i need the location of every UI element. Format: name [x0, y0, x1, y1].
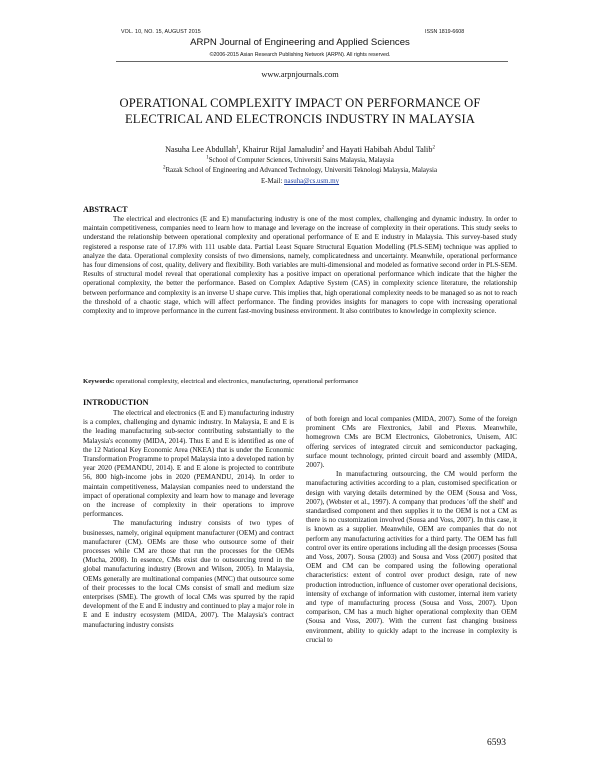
- issn: ISSN 1819-6608: [425, 29, 465, 35]
- keywords-label: Keywords:: [83, 378, 115, 385]
- affiliation-2-text: Razak School of Engineering and Advanced Technology, Universiti Teknologi Malaysia, Malaysia: [165, 167, 438, 174]
- affiliation-1-mark: 1: [206, 155, 209, 161]
- introduction-heading: INTRODUCTION: [83, 398, 149, 407]
- author-2: , Khairur Rijal Jamaludin: [238, 145, 322, 154]
- copyright-line: ©2006-2015 Asian Research Publishing Network (ARPN). All rights reserved.: [209, 52, 391, 58]
- affiliation-2-mark: 2: [162, 165, 166, 171]
- keywords-line: [83, 378, 517, 385]
- author-1-affil-mark: 1: [236, 145, 239, 151]
- affiliation-1-text: School of Computer Sciences, Universiti Sains Malaysia, Malaysia: [208, 157, 394, 164]
- email-link[interactable]: nasuha@cs.usm.my: [284, 178, 340, 185]
- author-2-affil-mark: 2: [321, 145, 325, 151]
- paper-title: OPERATIONAL COMPLEXITY IMPACT ON PERFORMANCE OF ELECTRICAL AND ELECTRONCIS INDUSTRY IN MALAYSIA: [119, 96, 481, 126]
- author-list: [0, 145, 600, 154]
- email-line: [0, 178, 600, 185]
- intro-paragraph-2: The manufacturing industry consists of two types of businesses, namely, original equipment manufacturer (OEM) and contract manufacturer (CM). OEMs are those who outsource some of their processes while CM are those that run the processes for the OEMs (Mucha, 2008). In essence, CMs exist due to outsourcing trend in the global manufacturing industry (Brown and Wilson, 2005). In Malaysia, OEMs generally are multinational companies (MNC) that outsource some of their processes to the local CMs consist of small and medium size enterprises (SME). The growth of local CMs was spurred by the rapid development of the E and E industry and continued to play a major role in E and E industry ecosystem (MIDA, 2007). The Malaysia's contract manufacturing industry consists: [83, 519, 294, 629]
- author-3-affil-mark: 2: [432, 145, 435, 151]
- affiliation-1: [0, 157, 600, 164]
- header-divider: [116, 61, 508, 62]
- abstract-heading: ABSTRACT: [83, 205, 128, 214]
- author-1: Nasuha Lee Abdullah: [165, 145, 236, 154]
- intro-paragraph-3: of both foreign and local companies (MIDA, 2007). Some of the foreign prominent CMs are Flextronics, Jabil and Plexus. Meanwhile, homegrown CMs are BCM Electronics, Globetronics, Unisem, AIC offering services of integrated circuit and semiconductor packaging, surface mount technology, printed circuit board and assembly (MIDA, 2007).: [306, 415, 517, 470]
- journal-website[interactable]: www.arpnjournals.com: [261, 70, 339, 79]
- email-label: E-Mail:: [260, 178, 285, 185]
- page-number: 6593: [487, 738, 506, 748]
- intro-paragraph-1: The electrical and electronics (E and E) manufacturing industry is a complex, challenging and dynamic industry. In Malaysia, E and E is the leading manufacturing sub-sector contributing substantially to the Malaysia's economy (MIDA, 2014). Thus E and E is identified as one of the 12 National Key Economic Area (NKEA) that is under the Economic Transformation Programme to propel Malaysia into a developed nation by year 2020 (PEMANDU, 2014). E and E alone is projected to contribute 56, 800 high-income jobs in 2020 (PEMANDU, 2014). In order to maintain competitiveness, Malaysian companies need to understand the impact of operational complexity and learn how to manage and leverage on the increase of complexity in their operations to improve performances.: [83, 409, 294, 519]
- author-3: and Hayati Habibah Abdul Talib: [324, 145, 433, 154]
- left-column: [83, 398, 294, 630]
- keywords-text: operational complexity, electrical and electronics, manufacturing, operational performance: [114, 378, 359, 385]
- affiliation-2: [0, 167, 600, 174]
- intro-paragraph-4: In manufacturing outsourcing, the CM would perform the manufacturing activities according to a plan, customised specification or design with varying details determined by the OEM (Sousa and Voss, 2007), (Webster et al., 1997). A company that produces 'off the shelf' and standardised component and then supplies it to the OEM is not a CM as there is no customization involved (Sousa and Voss, 2007). In this case, it is known as a supplier. Meanwhile, OEM are companies that do not perform any manufacturing activities for a third party. The OEM has full control over its entire operations including all the design processes (Sousa and Voss, 2007). Sousa (2003) and Sousa and Voss (2007) posited that OEM and CM can be compared using the following operational characteristics: extent of control over product design, rate of new production introduction, influence of customer over operational decisions, intensity of exchange of information with customer, internal item variety and type of manufacturing process (Sousa and Voss, 2007). Upon comparison, CM has a much higher operational complexity than OEM (Sousa and Voss, 2007). With the current fast changing business environment, ability to quickly adapt to the increase in complexity is crucial to: [306, 470, 517, 644]
- volume-line: VOL. 10, NO. 15, AUGUST 2015: [121, 29, 201, 35]
- abstract-text: The electrical and electronics (E and E) manufacturing industry is one of the most complex, challenging and dynamic industry. In order to maintain competitiveness, companies need to learn how to manage and leverage on the increase of complexity in their operations. This study seeks to understand the relationship between operational complexity and operational performance of E and E industry in Malaysia. This survey-based study registered a response rate of 17.8% with 111 usable data. Partial Least Square Structural Equation Modelling (PLS-SEM) technique was applied to analyze the data. Operational complexity consists of two dimensions, namely, complicatedness and uncertainty. Meanwhile, operational performance has four dimensions of cost, quality, delivery and flexibility. Both variables are multi-dimensional and modeled as formative second order in PLS-SEM. Results of structural model reveal that operational complexity has a positive impact on operational performance which indicate that the higher the operational complexity, the better the performance. Based on Complex Adaptive System (CAS) in complexity science literature, the relationship between performance and complexity is an inverse U shape curve. This implies that, high operational complexity needs to be managed so as not to reach the threshold of a chaotic stage, which will affect performance. The finding provides insights for managers to cope with increasing operational complexity and to improve performance in the current fast-moving business environment. It also contributes to knowledge in complexity science.: [83, 215, 517, 315]
- right-column: [306, 415, 517, 645]
- journal-name: ARPN Journal of Engineering and Applied Sciences: [190, 37, 410, 48]
